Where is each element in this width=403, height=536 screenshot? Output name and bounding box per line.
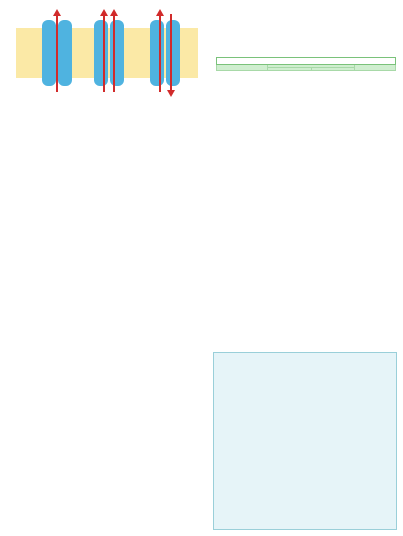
transport-comparison-table: [216, 57, 396, 71]
col-header-facilitated: [311, 68, 355, 71]
table-title: [217, 58, 396, 65]
col-header-active: [355, 65, 396, 71]
check-your-grasp-box: [213, 352, 397, 530]
uniport-protein: [42, 9, 72, 92]
col-header-simple: [268, 68, 312, 71]
transport-direction-figure: [2, 6, 202, 100]
right-column: [212, 0, 398, 536]
col-header-property: [217, 65, 268, 71]
